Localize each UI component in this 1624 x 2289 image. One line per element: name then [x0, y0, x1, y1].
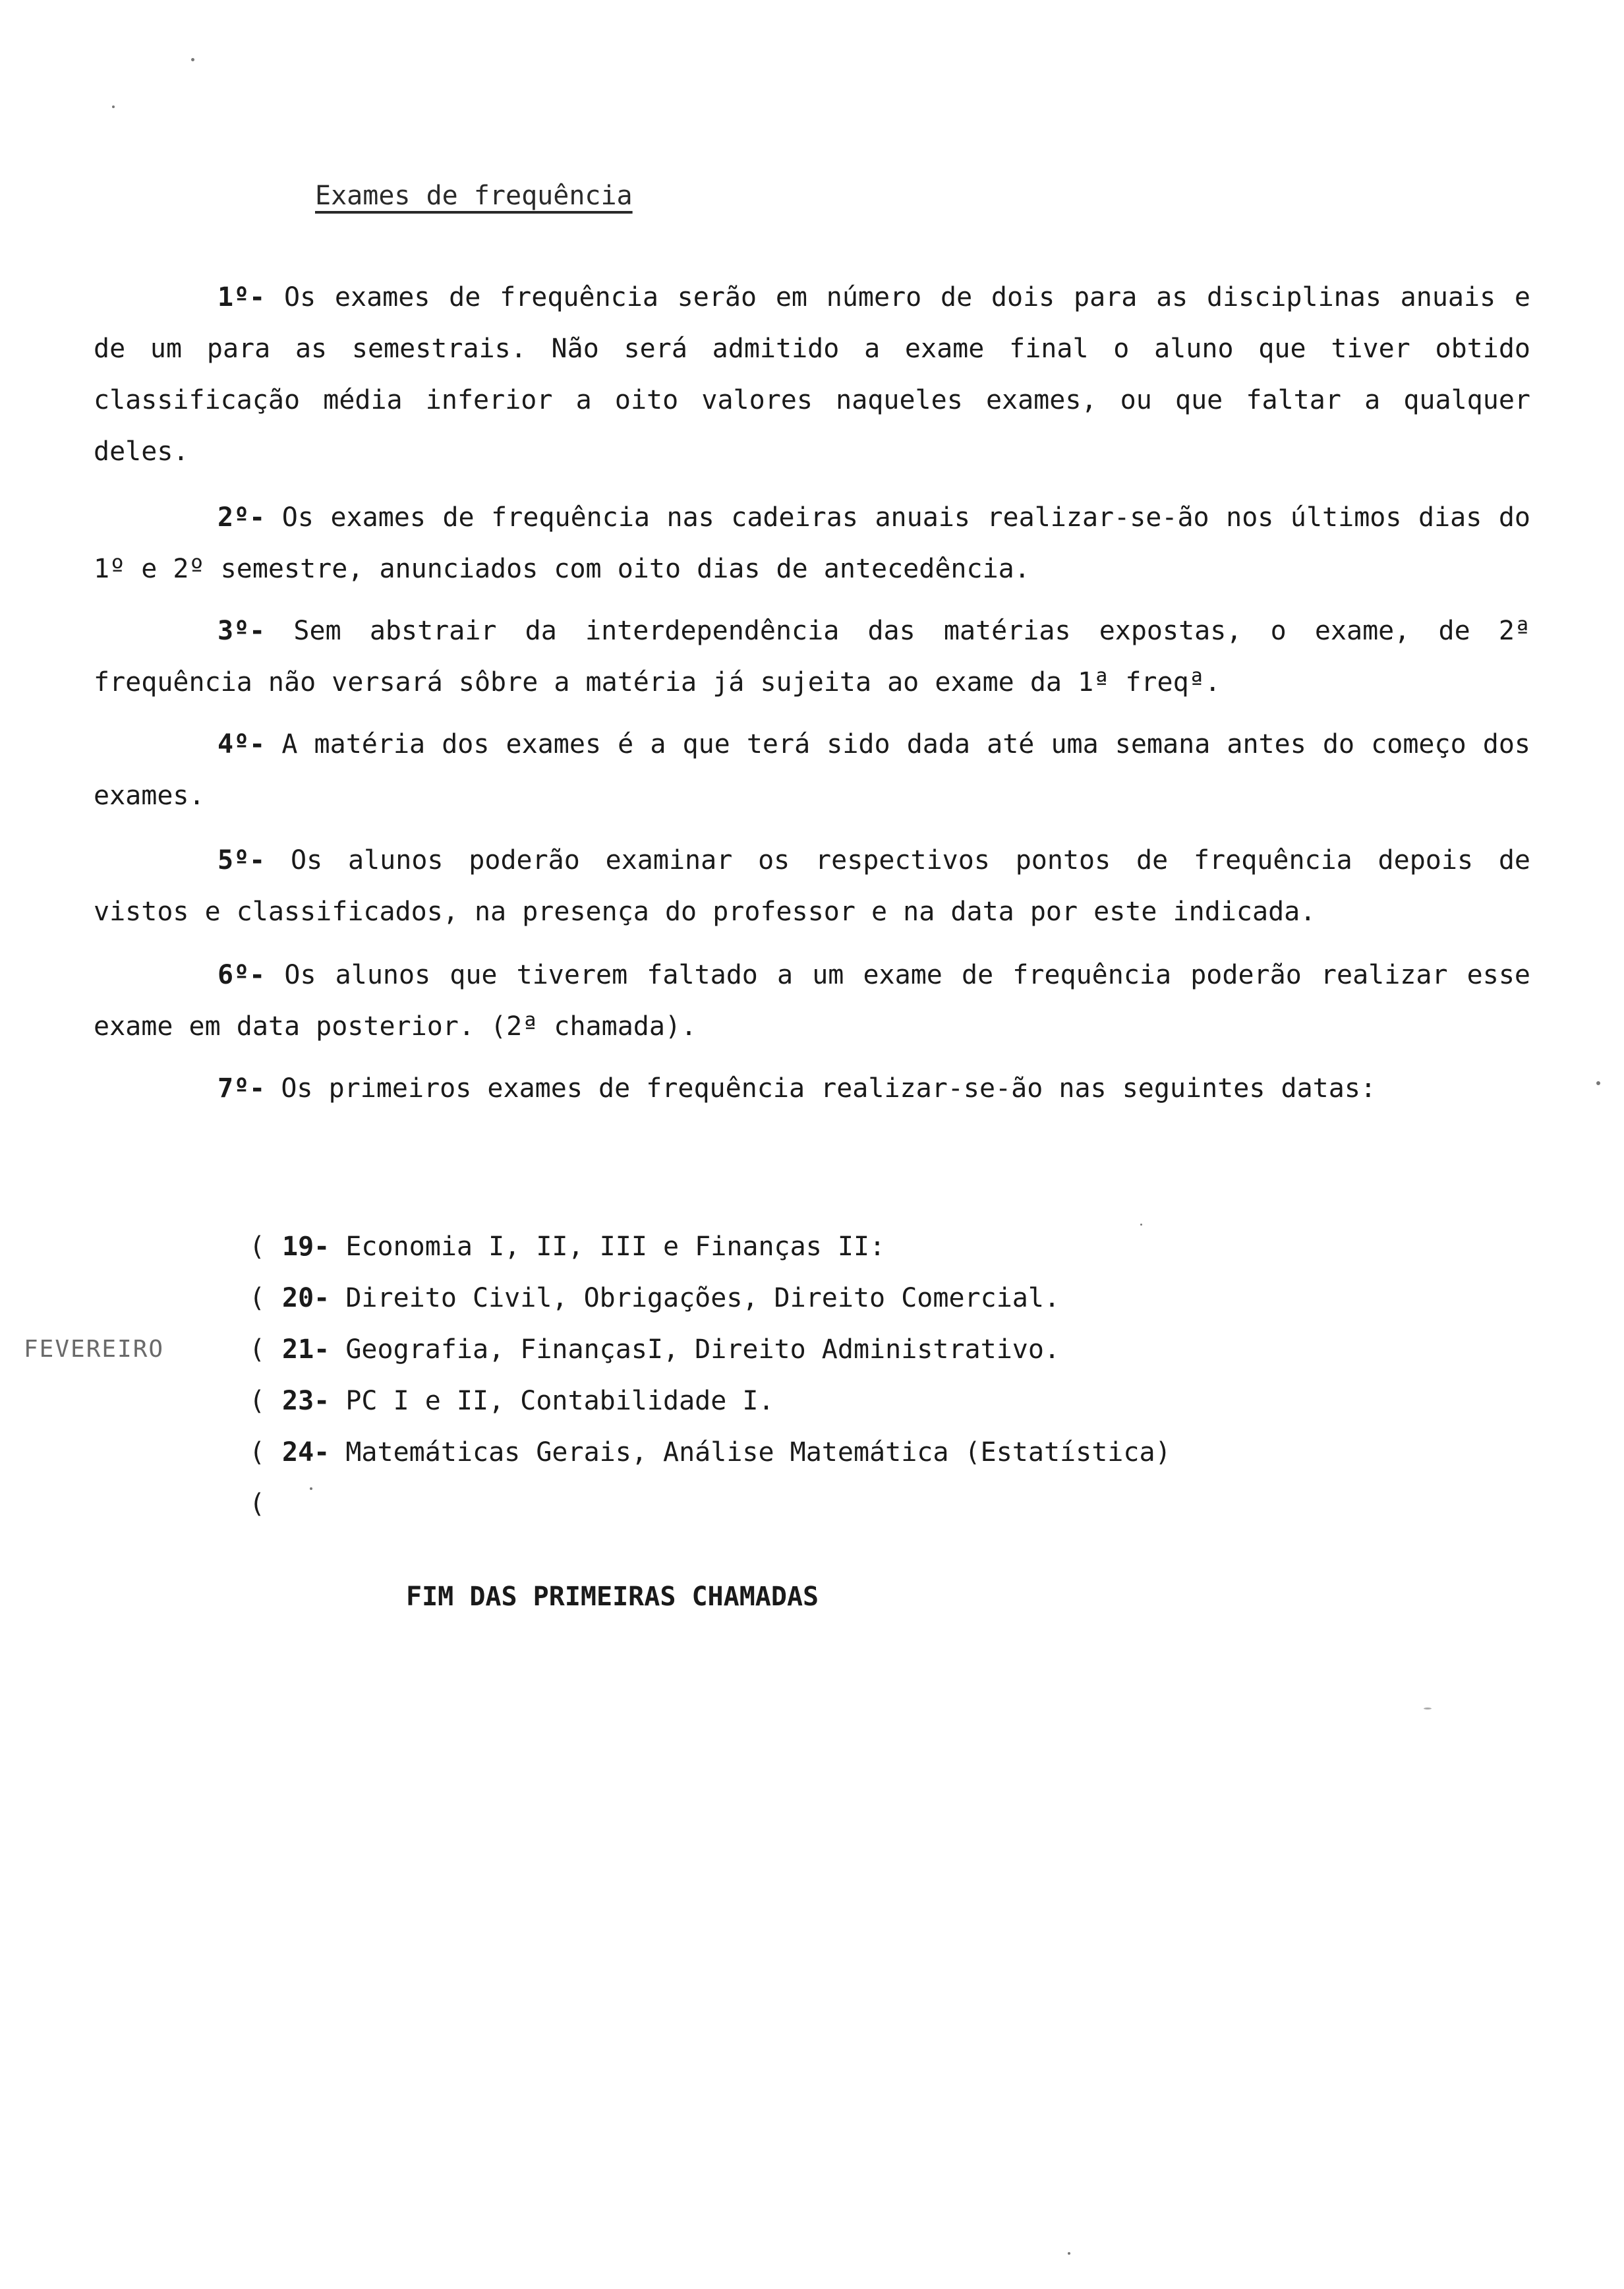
paragraph-2	[94, 492, 1530, 595]
paragraph-6	[94, 949, 1530, 1052]
paragraph-7	[94, 1063, 1530, 1114]
paragraph-text: Os primeiros exames de frequência realizar-se-ão nas seguintes datas:	[281, 1073, 1377, 1104]
schedule-subjects: PC I e II, Contabilidade I.	[345, 1386, 774, 1416]
schedule-subjects: Economia I, II, III e Finanças II:	[345, 1232, 886, 1262]
scan-speck	[1596, 1081, 1600, 1085]
schedule-day: 21-	[282, 1334, 330, 1365]
paragraph-1	[94, 272, 1530, 477]
schedule-day: 24-	[282, 1437, 330, 1468]
paragraph-text: Sem abstrair da interdependência das matérias expostas, o exame, de 2ª frequência não versará sôbre a matéria já sujeita ao exame da 1ª freqª.	[94, 616, 1530, 698]
paragraph-number: 6º-	[218, 960, 266, 990]
schedule-day: 19-	[282, 1232, 330, 1262]
bracket: (	[249, 1489, 266, 1519]
bracket: (	[249, 1232, 266, 1262]
schedule-row	[249, 1221, 1171, 1272]
schedule-subjects: Geografia, FinançasI, Direito Administrativo.	[345, 1334, 1060, 1365]
scan-speck	[1424, 1708, 1432, 1709]
schedule-row	[249, 1375, 1171, 1427]
paragraph-number: 2º-	[218, 502, 266, 533]
scan-speck	[310, 1487, 312, 1490]
paragraph-text: A matéria dos exames é a que terá sido dada até uma semana antes do começo dos exames.	[94, 729, 1530, 811]
document-title: Exames de frequência	[315, 181, 633, 211]
paragraph-number: 7º-	[218, 1073, 266, 1104]
schedule-day: 20-	[282, 1283, 330, 1313]
bracket: (	[249, 1386, 266, 1416]
end-note: FIM DAS PRIMEIRAS CHAMADAS	[406, 1582, 819, 1612]
month-label: FEVEREIRO	[24, 1336, 165, 1363]
bracket: (	[249, 1437, 266, 1468]
scan-speck	[1140, 1224, 1142, 1226]
bracket: (	[249, 1334, 266, 1365]
scan-speck	[1068, 2252, 1070, 2255]
schedule-row	[249, 1272, 1171, 1324]
scan-speck	[191, 58, 194, 61]
paragraph-4	[94, 719, 1530, 821]
schedule-row	[249, 1427, 1171, 1478]
schedule-day: 23-	[282, 1386, 330, 1416]
paragraph-number: 1º-	[218, 282, 266, 312]
scan-speck	[112, 105, 115, 108]
paragraph-5	[94, 835, 1530, 937]
schedule-subjects: Direito Civil, Obrigações, Direito Comercial.	[345, 1283, 1060, 1313]
paragraph-text: Os alunos poderão examinar os respectivos pontos de frequência depois de vistos e classificados, na presença do professor e na data por este indicada.	[94, 845, 1530, 927]
schedule-row	[249, 1478, 1171, 1530]
bracket: (	[249, 1283, 266, 1313]
schedule-subjects: Matemáticas Gerais, Análise Matemática (Estatística)	[345, 1437, 1171, 1468]
paragraph-number: 3º-	[218, 616, 266, 646]
paragraph-number: 4º-	[218, 729, 266, 759]
paragraph-3	[94, 605, 1530, 708]
paragraph-text: Os exames de frequência nas cadeiras anuais realizar-se-ão nos últimos dias do 1º e 2º semestre, anunciados com oito dias de antecedência.	[94, 502, 1530, 584]
paragraph-text: Os alunos que tiverem faltado a um exame de frequência poderão realizar esse exame em data posterior. (2ª chamada).	[94, 960, 1530, 1042]
exam-schedule	[249, 1221, 1171, 1530]
paragraph-text: Os exames de frequência serão em número de dois para as disciplinas anuais e de um para as semestrais. Não será admitido a exame final o aluno que tiver obtido classificação média inferior a oito valores naqueles exames, ou que faltar a qualquer deles.	[94, 282, 1530, 467]
paragraph-number: 5º-	[218, 845, 266, 876]
schedule-row	[249, 1324, 1171, 1375]
